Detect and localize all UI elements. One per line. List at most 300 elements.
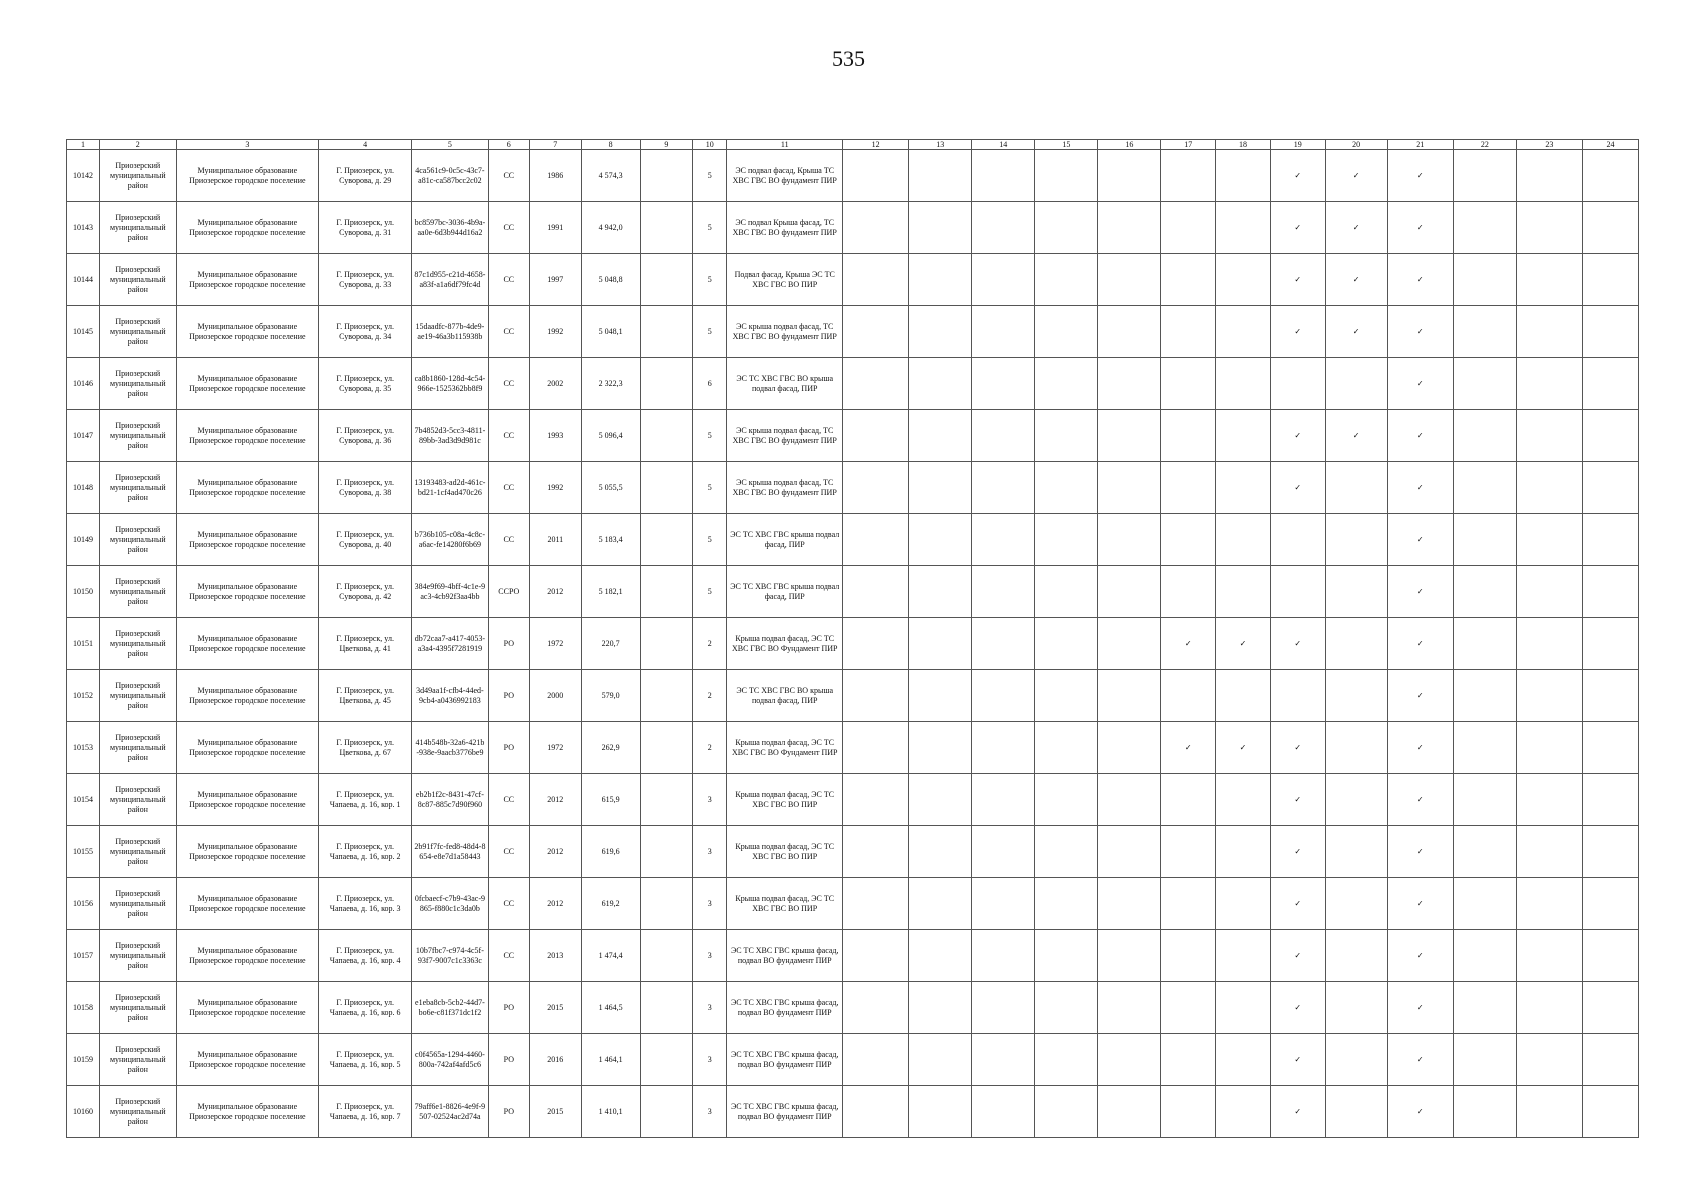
check-mark-icon: ✓	[1270, 150, 1325, 202]
column-9-cell	[640, 202, 693, 254]
column-number: 19	[1270, 140, 1325, 150]
empty-cell	[1098, 618, 1161, 670]
empty-cell	[972, 202, 1035, 254]
area-cell: 615,9	[581, 774, 640, 826]
table-row	[67, 1034, 1639, 1086]
column-number: 2	[100, 140, 176, 150]
empty-cell	[1098, 358, 1161, 410]
wall-type-cell: СС	[488, 358, 529, 410]
empty-cell	[1325, 566, 1387, 618]
check-mark-icon: ✓	[1387, 826, 1453, 878]
district-cell: Приозерский муниципальный район	[100, 774, 176, 826]
empty-cell	[1453, 254, 1516, 306]
column-number: 10	[693, 140, 727, 150]
row-id: 10149	[67, 514, 100, 566]
address-cell: Г. Приозерск, ул. Цветкова, д. 41	[319, 618, 412, 670]
empty-cell	[1035, 462, 1098, 514]
empty-cell	[843, 774, 909, 826]
area-cell: 5 182,1	[581, 566, 640, 618]
empty-cell	[909, 514, 972, 566]
building-uuid-cell: 7b4852d3-5cc3-4811-89bb-3ad3d9d981c	[412, 410, 488, 462]
municipality-cell: Муниципальное образование Приозерское городское поселение	[176, 670, 319, 722]
column-number: 13	[909, 140, 972, 150]
building-uuid-cell: 414b548b-32a6-421b-938e-9aacb3776be9	[412, 722, 488, 774]
address-cell: Г. Приозерск, ул. Чапаева, д. 16, кор. 5	[319, 1034, 412, 1086]
area-cell: 5 048,1	[581, 306, 640, 358]
works-cell: ЭС ТС ХВС ГВС ВО крыша подвал фасад, ПИР	[727, 358, 843, 410]
works-cell: Крыша подвал фасад, ЭС ТС ХВС ГВС ВО Фундамент ПИР	[727, 722, 843, 774]
empty-cell	[1325, 826, 1387, 878]
build-year-cell: 2012	[529, 878, 581, 930]
empty-cell	[843, 722, 909, 774]
empty-cell	[909, 306, 972, 358]
empty-cell	[1161, 670, 1216, 722]
empty-cell	[843, 566, 909, 618]
check-mark-icon: ✓	[1270, 774, 1325, 826]
empty-cell	[1161, 514, 1216, 566]
table-row	[67, 618, 1639, 670]
empty-cell	[1453, 462, 1516, 514]
empty-cell	[1516, 410, 1582, 462]
municipality-cell: Муниципальное образование Приозерское городское поселение	[176, 930, 319, 982]
row-id: 10158	[67, 982, 100, 1034]
floors-cell: 6	[693, 358, 727, 410]
column-number: 23	[1516, 140, 1582, 150]
floors-cell: 3	[693, 826, 727, 878]
table-row	[67, 150, 1639, 202]
empty-cell	[909, 202, 972, 254]
empty-cell	[1582, 774, 1638, 826]
wall-type-cell: СС	[488, 254, 529, 306]
build-year-cell: 2002	[529, 358, 581, 410]
empty-cell	[1516, 930, 1582, 982]
build-year-cell: 2011	[529, 514, 581, 566]
building-uuid-cell: db72caa7-a417-4053-a3a4-4395f7281919	[412, 618, 488, 670]
empty-cell	[1453, 930, 1516, 982]
address-cell: Г. Приозерск, ул. Суворова, д. 31	[319, 202, 412, 254]
empty-cell	[843, 670, 909, 722]
empty-cell	[1582, 306, 1638, 358]
works-cell: ЭС подвал Крыша фасад, ТС ХВС ГВС ВО фундамент ПИР	[727, 202, 843, 254]
municipality-cell: Муниципальное образование Приозерское городское поселение	[176, 618, 319, 670]
empty-cell	[1035, 254, 1098, 306]
empty-cell	[1098, 826, 1161, 878]
empty-cell	[1516, 514, 1582, 566]
wall-type-cell: СС	[488, 150, 529, 202]
check-mark-icon: ✓	[1387, 358, 1453, 410]
empty-cell	[1161, 150, 1216, 202]
wall-type-cell: СС	[488, 202, 529, 254]
check-mark-icon: ✓	[1387, 462, 1453, 514]
works-cell: ЭС ТС ХВС ГВС крыша фасад, подвал ВО фундамент ПИР	[727, 1034, 843, 1086]
municipality-cell: Муниципальное образование Приозерское городское поселение	[176, 306, 319, 358]
check-mark-icon: ✓	[1216, 722, 1271, 774]
empty-cell	[1582, 930, 1638, 982]
row-id: 10145	[67, 306, 100, 358]
build-year-cell: 2000	[529, 670, 581, 722]
area-cell: 4 574,3	[581, 150, 640, 202]
empty-cell	[909, 670, 972, 722]
empty-cell	[1098, 1034, 1161, 1086]
row-id: 10148	[67, 462, 100, 514]
empty-cell	[843, 306, 909, 358]
empty-cell	[909, 150, 972, 202]
district-cell: Приозерский муниципальный район	[100, 202, 176, 254]
municipality-cell: Муниципальное образование Приозерское городское поселение	[176, 358, 319, 410]
district-cell: Приозерский муниципальный район	[100, 722, 176, 774]
wall-type-cell: РО	[488, 670, 529, 722]
empty-cell	[1035, 306, 1098, 358]
address-cell: Г. Приозерск, ул. Чапаева, д. 16, кор. 6	[319, 982, 412, 1034]
empty-cell	[1325, 982, 1387, 1034]
empty-cell	[1325, 618, 1387, 670]
empty-cell	[1582, 202, 1638, 254]
wall-type-cell: СС	[488, 826, 529, 878]
works-cell: Крыша подвал фасад, ЭС ТС ХВС ГВС ВО ПИР	[727, 774, 843, 826]
column-number-row	[67, 140, 1639, 150]
empty-cell	[1216, 514, 1271, 566]
column-number: 17	[1161, 140, 1216, 150]
empty-cell	[1161, 254, 1216, 306]
empty-cell	[909, 566, 972, 618]
district-cell: Приозерский муниципальный район	[100, 358, 176, 410]
empty-cell	[1216, 1034, 1271, 1086]
empty-cell	[909, 878, 972, 930]
table-row	[67, 254, 1639, 306]
empty-cell	[972, 254, 1035, 306]
empty-cell	[1453, 202, 1516, 254]
wall-type-cell: РО	[488, 722, 529, 774]
district-cell: Приозерский муниципальный район	[100, 1034, 176, 1086]
build-year-cell: 2015	[529, 982, 581, 1034]
district-cell: Приозерский муниципальный район	[100, 618, 176, 670]
empty-cell	[1161, 982, 1216, 1034]
floors-cell: 5	[693, 254, 727, 306]
empty-cell	[1098, 150, 1161, 202]
empty-cell	[1325, 774, 1387, 826]
empty-cell	[1098, 514, 1161, 566]
area-cell: 5 183,4	[581, 514, 640, 566]
build-year-cell: 2015	[529, 1086, 581, 1138]
building-uuid-cell: 4ca561c9-0c5c-43c7-a81c-ca587bcc2c02	[412, 150, 488, 202]
column-number: 6	[488, 140, 529, 150]
works-cell: ЭС ТС ХВС ГВС ВО крыша подвал фасад, ПИР	[727, 670, 843, 722]
floors-cell: 3	[693, 982, 727, 1034]
table-row	[67, 202, 1639, 254]
empty-cell	[1216, 774, 1271, 826]
table-row	[67, 670, 1639, 722]
works-cell: ЭС ТС ХВС ГВС крыша подвал фасад, ПИР	[727, 514, 843, 566]
floors-cell: 5	[693, 410, 727, 462]
empty-cell	[1582, 410, 1638, 462]
empty-cell	[1161, 410, 1216, 462]
table-row	[67, 722, 1639, 774]
building-uuid-cell: 0fcbaecf-c7b9-43ac-9865-f880c1c3da0b	[412, 878, 488, 930]
district-cell: Приозерский муниципальный район	[100, 930, 176, 982]
table-row	[67, 1086, 1639, 1138]
address-cell: Г. Приозерск, ул. Суворова, д. 42	[319, 566, 412, 618]
column-number: 7	[529, 140, 581, 150]
empty-cell	[1516, 202, 1582, 254]
empty-cell	[843, 1086, 909, 1138]
empty-cell	[1453, 826, 1516, 878]
empty-cell	[1035, 1086, 1098, 1138]
check-mark-icon: ✓	[1270, 1034, 1325, 1086]
empty-cell	[1035, 774, 1098, 826]
column-9-cell	[640, 306, 693, 358]
empty-cell	[843, 202, 909, 254]
empty-cell	[972, 1086, 1035, 1138]
building-uuid-cell: b736b105-c08a-4c8c-a6ac-fe14280f6b69	[412, 514, 488, 566]
empty-cell	[1582, 254, 1638, 306]
empty-cell	[1270, 514, 1325, 566]
building-uuid-cell: bc8597bc-3036-4b9a-aa0e-6d3b944d16a2	[412, 202, 488, 254]
empty-cell	[1582, 1034, 1638, 1086]
empty-cell	[1325, 462, 1387, 514]
column-9-cell	[640, 930, 693, 982]
empty-cell	[1161, 306, 1216, 358]
row-id: 10143	[67, 202, 100, 254]
address-cell: Г. Приозерск, ул. Суворова, д. 29	[319, 150, 412, 202]
empty-cell	[972, 358, 1035, 410]
building-uuid-cell: eb2b1f2c-8431-47cf-8c87-885c7d90f960	[412, 774, 488, 826]
build-year-cell: 2013	[529, 930, 581, 982]
register-table	[66, 139, 1639, 1138]
empty-cell	[1035, 878, 1098, 930]
table-row	[67, 826, 1639, 878]
address-cell: Г. Приозерск, ул. Суворова, д. 35	[319, 358, 412, 410]
check-mark-icon: ✓	[1270, 722, 1325, 774]
empty-cell	[1453, 618, 1516, 670]
area-cell: 5 048,8	[581, 254, 640, 306]
address-cell: Г. Приозерск, ул. Чапаева, д. 16, кор. 7	[319, 1086, 412, 1138]
floors-cell: 3	[693, 878, 727, 930]
district-cell: Приозерский муниципальный район	[100, 150, 176, 202]
empty-cell	[1270, 358, 1325, 410]
column-number: 11	[727, 140, 843, 150]
works-cell: ЭС крыша подвал фасад, ТС ХВС ГВС ВО фундамент ПИР	[727, 462, 843, 514]
wall-type-cell: СС	[488, 306, 529, 358]
empty-cell	[1453, 670, 1516, 722]
empty-cell	[1516, 462, 1582, 514]
empty-cell	[1161, 1086, 1216, 1138]
empty-cell	[1453, 982, 1516, 1034]
empty-cell	[1161, 1034, 1216, 1086]
empty-cell	[1325, 722, 1387, 774]
empty-cell	[1035, 930, 1098, 982]
empty-cell	[909, 930, 972, 982]
empty-cell	[1516, 150, 1582, 202]
wall-type-cell: СС	[488, 410, 529, 462]
municipality-cell: Муниципальное образование Приозерское городское поселение	[176, 202, 319, 254]
empty-cell	[909, 1034, 972, 1086]
table-row	[67, 462, 1639, 514]
empty-cell	[1453, 722, 1516, 774]
area-cell: 1 464,5	[581, 982, 640, 1034]
empty-cell	[909, 722, 972, 774]
build-year-cell: 2012	[529, 566, 581, 618]
empty-cell	[1098, 254, 1161, 306]
building-uuid-cell: 79aff6e1-8826-4e9f-9507-02524ac2d74a	[412, 1086, 488, 1138]
column-9-cell	[640, 254, 693, 306]
empty-cell	[1216, 670, 1271, 722]
works-cell: Крыша подвал фасад, ЭС ТС ХВС ГВС ВО Фундамент ПИР	[727, 618, 843, 670]
empty-cell	[1035, 410, 1098, 462]
empty-cell	[1516, 254, 1582, 306]
empty-cell	[1098, 930, 1161, 982]
empty-cell	[1098, 774, 1161, 826]
empty-cell	[909, 982, 972, 1034]
empty-cell	[1161, 774, 1216, 826]
district-cell: Приозерский муниципальный район	[100, 410, 176, 462]
empty-cell	[972, 150, 1035, 202]
empty-cell	[1453, 410, 1516, 462]
works-cell: ЭС ТС ХВС ГВС крыша фасад, подвал ВО фундамент ПИР	[727, 982, 843, 1034]
empty-cell	[843, 410, 909, 462]
municipality-cell: Муниципальное образование Приозерское городское поселение	[176, 774, 319, 826]
build-year-cell: 1972	[529, 618, 581, 670]
column-number: 21	[1387, 140, 1453, 150]
column-9-cell	[640, 150, 693, 202]
building-uuid-cell: 2b91f7fc-fed8-48d4-8654-e8e7d1a58443	[412, 826, 488, 878]
empty-cell	[1516, 722, 1582, 774]
build-year-cell: 1993	[529, 410, 581, 462]
empty-cell	[1516, 1086, 1582, 1138]
check-mark-icon: ✓	[1387, 1086, 1453, 1138]
district-cell: Приозерский муниципальный район	[100, 254, 176, 306]
column-9-cell	[640, 1034, 693, 1086]
empty-cell	[1453, 1034, 1516, 1086]
table-row	[67, 878, 1639, 930]
empty-cell	[843, 358, 909, 410]
area-cell: 619,2	[581, 878, 640, 930]
empty-cell	[1161, 878, 1216, 930]
column-number: 24	[1582, 140, 1638, 150]
column-number: 16	[1098, 140, 1161, 150]
check-mark-icon: ✓	[1270, 462, 1325, 514]
empty-cell	[1516, 826, 1582, 878]
empty-cell	[972, 930, 1035, 982]
floors-cell: 3	[693, 930, 727, 982]
column-number: 5	[412, 140, 488, 150]
empty-cell	[972, 566, 1035, 618]
empty-cell	[1582, 982, 1638, 1034]
check-mark-icon: ✓	[1270, 254, 1325, 306]
empty-cell	[1516, 618, 1582, 670]
table-row	[67, 410, 1639, 462]
empty-cell	[972, 982, 1035, 1034]
address-cell: Г. Приозерск, ул. Цветкова, д. 45	[319, 670, 412, 722]
empty-cell	[843, 878, 909, 930]
works-cell: ЭС ТС ХВС ГВС крыша подвал фасад, ПИР	[727, 566, 843, 618]
floors-cell: 5	[693, 566, 727, 618]
empty-cell	[1216, 306, 1271, 358]
empty-cell	[1453, 566, 1516, 618]
wall-type-cell: РО	[488, 982, 529, 1034]
floors-cell: 3	[693, 1034, 727, 1086]
works-cell: ЭС подвал фасад, Крыша ТС ХВС ГВС ВО фундамент ПИР	[727, 150, 843, 202]
district-cell: Приозерский муниципальный район	[100, 826, 176, 878]
empty-cell	[1035, 150, 1098, 202]
empty-cell	[1216, 1086, 1271, 1138]
floors-cell: 2	[693, 618, 727, 670]
wall-type-cell: РО	[488, 1086, 529, 1138]
empty-cell	[1035, 618, 1098, 670]
wall-type-cell: СС	[488, 514, 529, 566]
empty-cell	[1035, 202, 1098, 254]
empty-cell	[1216, 566, 1271, 618]
column-number: 3	[176, 140, 319, 150]
floors-cell: 3	[693, 774, 727, 826]
column-number: 8	[581, 140, 640, 150]
empty-cell	[909, 774, 972, 826]
empty-cell	[1325, 1034, 1387, 1086]
column-number: 18	[1216, 140, 1271, 150]
floors-cell: 5	[693, 202, 727, 254]
empty-cell	[1516, 982, 1582, 1034]
empty-cell	[1098, 202, 1161, 254]
address-cell: Г. Приозерск, ул. Чапаева, д. 16, кор. 1	[319, 774, 412, 826]
works-cell: Подвал фасад, Крыша ЭС ТС ХВС ГВС ВО ПИР	[727, 254, 843, 306]
empty-cell	[1516, 670, 1582, 722]
empty-cell	[909, 410, 972, 462]
address-cell: Г. Приозерск, ул. Чапаева, д. 16, кор. 4	[319, 930, 412, 982]
empty-cell	[843, 982, 909, 1034]
wall-type-cell: СС	[488, 774, 529, 826]
empty-cell	[843, 514, 909, 566]
municipality-cell: Муниципальное образование Приозерское городское поселение	[176, 254, 319, 306]
column-9-cell	[640, 566, 693, 618]
build-year-cell: 1991	[529, 202, 581, 254]
area-cell: 5 096,4	[581, 410, 640, 462]
empty-cell	[1035, 670, 1098, 722]
empty-cell	[843, 462, 909, 514]
municipality-cell: Муниципальное образование Приозерское городское поселение	[176, 150, 319, 202]
row-id: 10151	[67, 618, 100, 670]
empty-cell	[1216, 254, 1271, 306]
building-uuid-cell: 15daadfc-877b-4de9-ae19-46a3b115938b	[412, 306, 488, 358]
empty-cell	[1453, 358, 1516, 410]
empty-cell	[843, 1034, 909, 1086]
building-uuid-cell: c0f4565a-1294-4460-800a-742af4afd5c6	[412, 1034, 488, 1086]
check-mark-icon: ✓	[1325, 202, 1387, 254]
municipality-cell: Муниципальное образование Приозерское городское поселение	[176, 1034, 319, 1086]
building-uuid-cell: 13193483-ad2d-461c-bd21-1cf4ad470c26	[412, 462, 488, 514]
empty-cell	[1035, 358, 1098, 410]
works-cell: ЭС крыша подвал фасад, ТС ХВС ГВС ВО фундамент ПИР	[727, 306, 843, 358]
empty-cell	[1582, 722, 1638, 774]
works-cell: ЭС ТС ХВС ГВС крыша фасад, подвал ВО фундамент ПИР	[727, 930, 843, 982]
row-id: 10144	[67, 254, 100, 306]
empty-cell	[1035, 722, 1098, 774]
district-cell: Приозерский муниципальный район	[100, 306, 176, 358]
column-9-cell	[640, 1086, 693, 1138]
column-9-cell	[640, 618, 693, 670]
district-cell: Приозерский муниципальный район	[100, 878, 176, 930]
column-number: 20	[1325, 140, 1387, 150]
building-uuid-cell: 87c1d955-c21d-4658-a83f-a1a6df79fc4d	[412, 254, 488, 306]
floors-cell: 2	[693, 670, 727, 722]
empty-cell	[1161, 202, 1216, 254]
floors-cell: 5	[693, 306, 727, 358]
area-cell: 1 464,1	[581, 1034, 640, 1086]
table-row	[67, 566, 1639, 618]
building-uuid-cell: 3d49aa1f-cfb4-44ed-9cb4-a0436992183	[412, 670, 488, 722]
empty-cell	[1516, 566, 1582, 618]
row-id: 10155	[67, 826, 100, 878]
table-row	[67, 982, 1639, 1034]
table-row	[67, 774, 1639, 826]
